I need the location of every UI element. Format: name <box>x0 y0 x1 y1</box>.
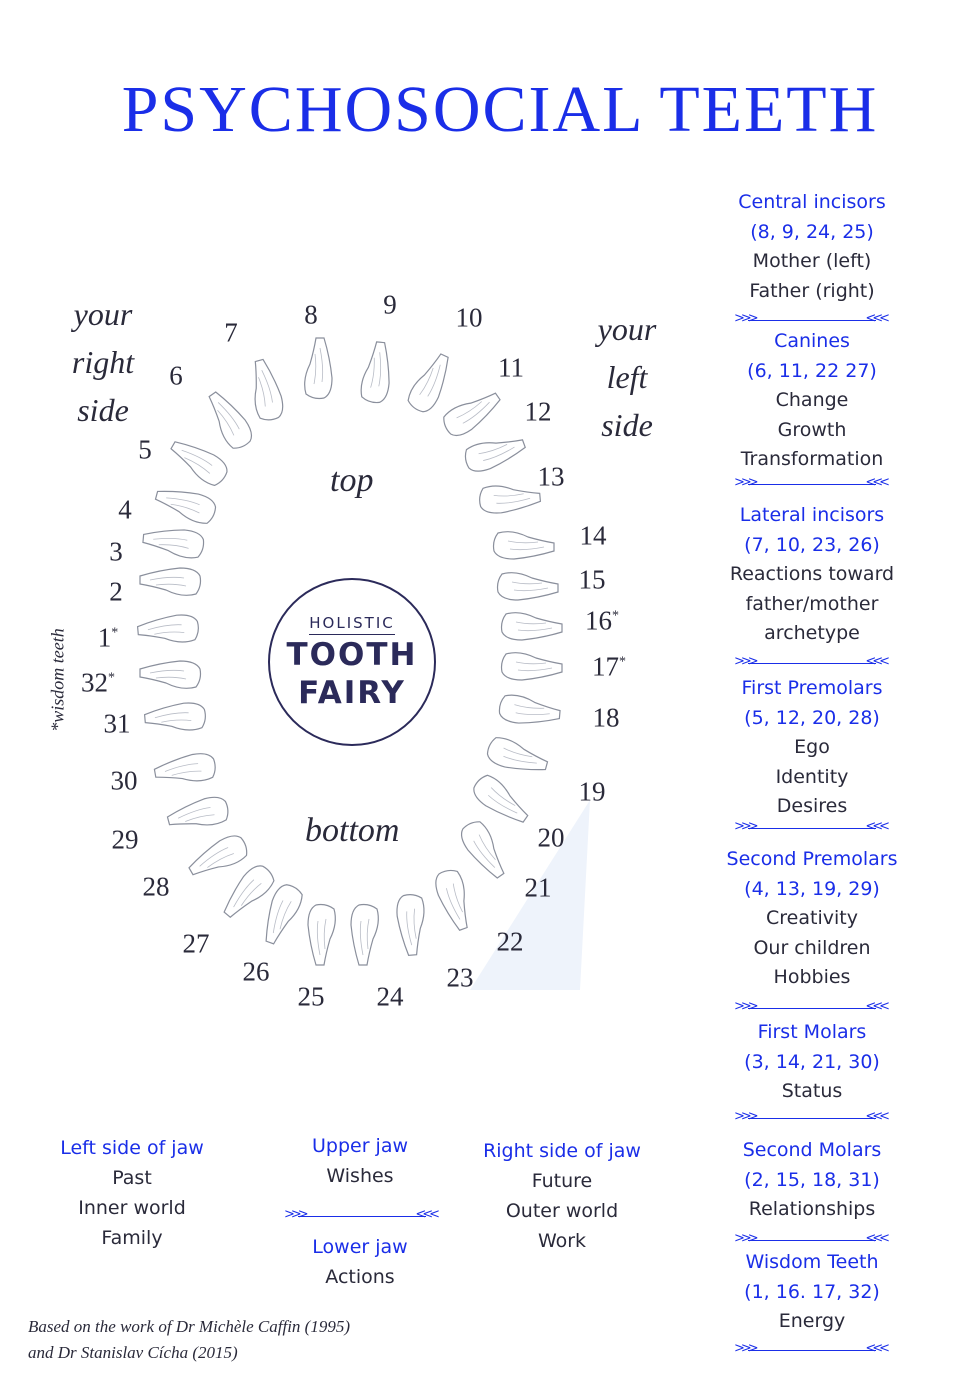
category-name: Wisdom Teeth <box>745 1251 879 1273</box>
tooth-number-text: 12 <box>524 396 552 427</box>
right-side-label <box>48 290 158 434</box>
tooth-number-text: 4 <box>118 494 132 525</box>
category-block <box>712 501 912 649</box>
tooth-number <box>538 462 565 493</box>
tooth-number-text: 1 <box>97 622 112 653</box>
tooth-number-text: 22 <box>496 926 524 957</box>
credit-line: and Dr Stanislav Cícha (2015) <box>28 1343 238 1362</box>
tooth-number-text: 25 <box>297 981 325 1012</box>
top-label: top <box>330 462 374 499</box>
tooth-9 <box>360 341 393 404</box>
tooth-10 <box>405 349 455 415</box>
credit-line: Based on the work of Dr Michèle Caffin (1995) <box>28 1317 351 1336</box>
tooth-number <box>593 703 620 734</box>
tooth-6 <box>200 387 257 452</box>
tooth-number-text: 23 <box>446 962 474 993</box>
right-side-word: your <box>73 296 133 332</box>
tooth-32 <box>140 661 201 688</box>
divider: >>> <<< <box>734 1109 886 1124</box>
category-name: Canines <box>774 330 850 352</box>
credit <box>28 1314 350 1366</box>
tooth-12 <box>462 429 528 475</box>
tooth-number <box>111 766 138 797</box>
bottom-label: bottom <box>305 812 400 849</box>
divider: >>> <<< <box>734 999 886 1014</box>
legend-title: Right side of jaw <box>483 1140 641 1162</box>
tooth-number <box>525 397 552 428</box>
left-side-word: side <box>601 407 653 443</box>
tooth-number-text: 17 <box>592 651 619 682</box>
tooth-number-text: 21 <box>524 872 552 903</box>
category-name: First Premolars <box>741 677 883 699</box>
tooth-30 <box>153 751 217 788</box>
divider: >>> <<< <box>734 819 886 834</box>
tooth-31 <box>144 701 207 734</box>
category-block <box>712 1248 912 1337</box>
legend-title: Lower jaw <box>312 1236 408 1258</box>
legend-item: Family <box>101 1227 163 1249</box>
wisdom-marker: * <box>108 670 115 686</box>
tooth-number-text: 28 <box>142 871 170 902</box>
tooth-number-text: 26 <box>242 956 270 987</box>
tooth-number-text: 5 <box>138 434 152 465</box>
legend-title: Upper jaw <box>311 1135 409 1157</box>
category-teeth: (1, 16. 17, 32) <box>744 1280 880 1303</box>
tooth-number <box>538 823 565 854</box>
category-meaning: Change <box>775 389 849 411</box>
tooth-number-text: 11 <box>498 352 524 383</box>
category-name: Central incisors <box>738 191 886 213</box>
left-side-word: your <box>597 311 657 347</box>
category-name: First Molars <box>757 1021 867 1043</box>
tooth-number-text: 7 <box>224 317 238 348</box>
tooth-number <box>585 606 619 637</box>
tooth-number-text: 9 <box>383 289 397 320</box>
tooth-19 <box>485 735 551 777</box>
tooth-number <box>447 963 474 994</box>
tooth-number-text: 27 <box>182 928 210 959</box>
tooth-number <box>243 957 270 988</box>
category-meaning: Transformation <box>740 448 884 470</box>
tooth-number-text: 20 <box>537 822 565 853</box>
tooth-16 <box>502 613 563 640</box>
category-block <box>712 1018 912 1107</box>
category-teeth: (6, 11, 22 27) <box>747 359 877 382</box>
tooth-number-text: 19 <box>578 776 606 807</box>
tooth-number-text: 13 <box>537 461 565 492</box>
tooth-number <box>169 361 183 392</box>
tooth-23 <box>395 893 428 956</box>
category-name: Second Premolars <box>726 848 898 870</box>
legend-item: Work <box>537 1230 587 1252</box>
tooth-15 <box>498 573 559 600</box>
wisdom-marker: * <box>111 625 119 641</box>
tooth-number <box>383 290 397 321</box>
tooth-number <box>580 521 607 552</box>
legend-right-side <box>462 1136 662 1256</box>
tooth-number-text: 2 <box>109 576 123 607</box>
tooth-5 <box>165 435 231 489</box>
category-meaning: Energy <box>778 1310 846 1332</box>
category-meaning: Father (right) <box>749 279 875 302</box>
tooth-number <box>104 709 131 740</box>
tooth-number-text: 15 <box>578 564 606 595</box>
tooth-14 <box>494 532 555 559</box>
tooth-number <box>224 318 238 349</box>
category-meaning: Ego <box>794 736 830 758</box>
tooth-number-text: 14 <box>579 520 607 551</box>
legend-item: Wishes <box>326 1165 394 1187</box>
category-name: Lateral incisors <box>739 504 885 526</box>
legend-item: Future <box>531 1170 593 1192</box>
tooth-number <box>498 353 524 384</box>
page-title: PSYCHOSOCIAL TEETH <box>121 73 879 146</box>
category-meaning: Mother (left) <box>752 250 872 272</box>
wisdom-marker: * <box>619 654 626 670</box>
tooth-number <box>298 982 325 1013</box>
tooth-number <box>109 537 123 568</box>
legend-item: Actions <box>325 1266 395 1288</box>
tooth-17 <box>502 653 563 680</box>
divider: >>> <<< <box>734 1231 886 1246</box>
category-meaning: Identity <box>775 765 849 788</box>
logo-line: HOLISTIC <box>309 614 394 635</box>
tooth-number <box>109 577 123 608</box>
legend-title: Left side of jaw <box>60 1137 204 1159</box>
category-block <box>712 674 912 822</box>
legend-left-side <box>32 1133 232 1253</box>
category-teeth: (4, 13, 19, 29) <box>744 877 880 900</box>
tooth-number-text: 6 <box>169 360 183 391</box>
tooth-18 <box>498 694 561 727</box>
tooth-number <box>592 652 626 683</box>
tooth-3 <box>142 526 205 559</box>
tooth-number <box>377 982 404 1013</box>
tooth-number-text: 32 <box>81 667 108 698</box>
tooth-number <box>456 303 483 334</box>
tooth-21 <box>456 817 513 882</box>
divider: >>> <<< <box>734 1341 886 1356</box>
tooth-number <box>304 300 318 331</box>
tooth-number-text: 31 <box>103 708 131 739</box>
category-meaning: Relationships <box>748 1198 876 1220</box>
tooth-number <box>98 623 119 654</box>
legend-item: Inner world <box>78 1197 186 1219</box>
tooth-2 <box>140 568 201 595</box>
category-block <box>712 1136 912 1225</box>
category-block <box>712 845 912 993</box>
category-meaning: father/mother <box>745 592 879 615</box>
tooth-number-text: 8 <box>304 299 318 330</box>
category-meaning: Creativity <box>766 907 858 929</box>
category-meaning: Our children <box>753 936 871 959</box>
tooth-number <box>525 873 552 904</box>
logo-line: TOOTH <box>286 637 418 673</box>
category-teeth: (3, 14, 21, 30) <box>744 1050 880 1073</box>
tooth-number-text: 18 <box>592 702 620 733</box>
legend-item: Past <box>112 1167 152 1189</box>
tooth-13 <box>478 482 541 515</box>
tooth-28 <box>185 831 251 885</box>
holistic-tooth-fairy-logo <box>268 578 436 746</box>
tooth-8 <box>305 338 332 399</box>
tooth-number <box>579 565 606 596</box>
tooth-number-text: 10 <box>455 302 483 333</box>
tooth-7 <box>244 357 286 423</box>
category-meaning: Growth <box>777 418 847 441</box>
tooth-number-text: 29 <box>111 824 139 855</box>
legend-lower-jaw <box>260 1232 460 1292</box>
tooth-number <box>183 929 210 960</box>
tooth-20 <box>469 772 534 829</box>
tooth-number <box>579 777 606 808</box>
tooth-number <box>81 668 115 699</box>
category-block <box>712 327 912 475</box>
tooth-29 <box>165 794 231 836</box>
left-side-label <box>572 305 682 449</box>
category-teeth: (5, 12, 20, 28) <box>744 706 880 729</box>
tooth-4 <box>153 484 219 526</box>
category-name: Second Molars <box>742 1139 882 1161</box>
divider: >>> <<< <box>284 1207 436 1222</box>
category-meaning: Hobbies <box>773 966 851 988</box>
category-block <box>712 188 912 306</box>
tooth-11 <box>439 384 504 441</box>
tooth-25 <box>308 905 335 966</box>
tooth-number-text: 24 <box>376 981 404 1012</box>
left-side-word: left <box>606 359 648 395</box>
divider: >>> <<< <box>734 654 886 669</box>
tooth-1 <box>137 613 200 646</box>
legend-item: Outer world <box>505 1200 619 1222</box>
tooth-number <box>118 495 132 526</box>
category-teeth: (7, 10, 23, 26) <box>744 533 880 556</box>
tooth-number-text: 3 <box>109 536 123 567</box>
logo-line: FAIRY <box>298 675 406 711</box>
tooth-number <box>497 927 524 958</box>
divider: >>> <<< <box>734 311 886 326</box>
tooth-24 <box>351 905 378 966</box>
category-meaning: Reactions toward <box>729 563 895 585</box>
right-side-word: right <box>71 344 135 380</box>
category-meaning: archetype <box>764 622 860 644</box>
legend-upper-jaw <box>260 1131 460 1191</box>
tooth-22 <box>431 867 477 933</box>
wisdom-marker: * <box>612 608 619 624</box>
category-teeth: (2, 15, 18, 31) <box>744 1168 880 1191</box>
category-meaning: Status <box>781 1080 843 1102</box>
tooth-number <box>143 872 170 903</box>
category-teeth: (8, 9, 24, 25) <box>750 220 874 243</box>
tooth-number <box>138 435 152 466</box>
divider: >>> <<< <box>734 475 886 490</box>
right-side-word: side <box>77 392 129 428</box>
tooth-number-text: 30 <box>110 765 138 796</box>
tooth-number <box>112 825 139 856</box>
category-meaning: Desires <box>776 795 848 817</box>
tooth-number-text: 16 <box>585 605 612 636</box>
wisdom-teeth-note: *wisdom teeth <box>47 628 68 732</box>
